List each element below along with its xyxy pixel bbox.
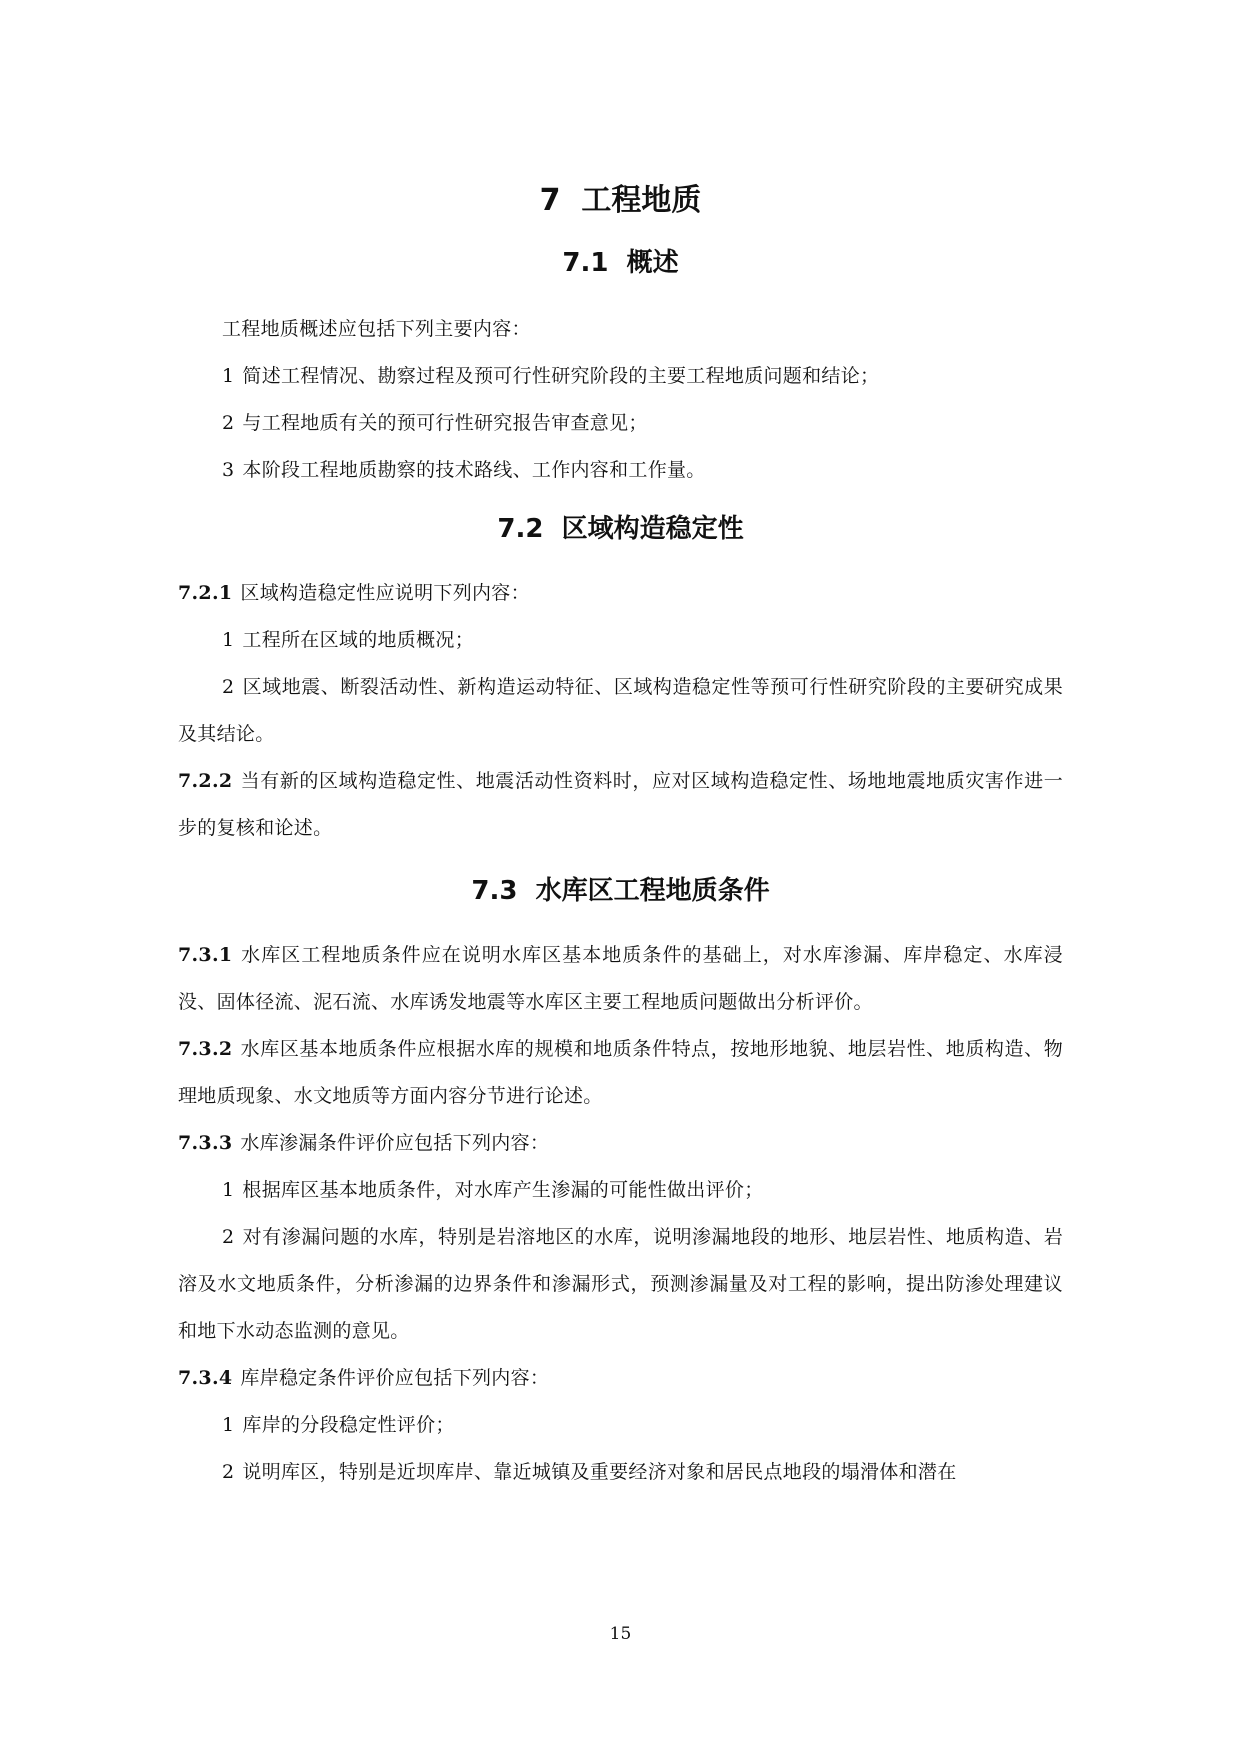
list-item (178, 1402, 1063, 1449)
list-item (178, 1449, 1063, 1496)
clause-number: 7.3.1 (178, 944, 233, 966)
section-title: 概述 (626, 248, 679, 278)
item-number: 3 (222, 459, 235, 481)
item-text: 库岸的分段稳定性评价； (242, 1414, 455, 1436)
section-number: 7.1 (562, 248, 609, 278)
chapter-heading (178, 170, 1063, 232)
item-text: 简述工程情况、勘察过程及预可行性研究阶段的主要工程地质问题和结论； (242, 365, 880, 387)
clause-paragraph (178, 1026, 1063, 1120)
section-intro: 工程地质概述应包括下列主要内容： (222, 318, 531, 340)
clause-number: 7.3.4 (178, 1367, 233, 1389)
clause-text: 当有新的区域构造稳定性、地震活动性资料时，应对区域构造稳定性、场地地震地质灾害作进一步的复核和论述。 (178, 770, 1063, 839)
clause-paragraph (178, 570, 1063, 617)
list-item (178, 617, 1063, 664)
section-number: 7.3 (471, 876, 518, 906)
list-item (178, 353, 1063, 400)
list-item (178, 447, 1063, 494)
clause-paragraph (178, 1120, 1063, 1167)
clause-paragraph (178, 932, 1063, 1026)
item-text: 对有渗漏问题的水库，特别是岩溶地区的水库，说明渗漏地段的地形、地层岩性、地质构造、岩溶及水文地质条件，分析渗漏的边界条件和渗漏形式，预测渗漏量及对工程的影响，提出防渗处理建议和地下水动态监测的意见。 (178, 1226, 1063, 1342)
clause-number: 7.2.1 (178, 582, 233, 604)
item-number: 1 (222, 629, 235, 651)
section-number: 7.2 (497, 514, 544, 544)
chapter-number: 7 (539, 183, 561, 218)
item-number: 1 (222, 1414, 235, 1436)
item-number: 2 (222, 676, 235, 698)
clause-paragraph (178, 758, 1063, 852)
item-number: 1 (222, 1179, 235, 1201)
list-item (178, 400, 1063, 447)
item-text: 与工程地质有关的预可行性研究报告审查意见； (242, 412, 648, 434)
item-text: 说明库区，特别是近坝库岸、靠近城镇及重要经济对象和居民点地段的塌滑体和潜在 (242, 1461, 957, 1483)
item-number: 1 (222, 365, 235, 387)
page-number: 15 (609, 1624, 632, 1644)
list-item (178, 664, 1063, 758)
clause-paragraph (178, 1355, 1063, 1402)
list-item (178, 1167, 1063, 1214)
item-text: 区域地震、断裂活动性、新构造运动特征、区域构造稳定性等预可行性研究阶段的主要研究成果及其结论。 (178, 676, 1063, 745)
section-heading-7-3 (178, 862, 1063, 920)
clause-text: 库岸稳定条件评价应包括下列内容： (240, 1367, 550, 1389)
section-heading-7-1 (178, 234, 1063, 292)
clause-text: 区域构造稳定性应说明下列内容： (240, 582, 530, 604)
clause-number: 7.3.2 (178, 1038, 233, 1060)
item-text: 本阶段工程地质勘察的技术路线、工作内容和工作量。 (242, 459, 706, 481)
clause-number: 7.3.3 (178, 1132, 233, 1154)
section-title: 水库区工程地质条件 (535, 876, 770, 906)
clause-text: 水库渗漏条件评价应包括下列内容： (240, 1132, 550, 1154)
item-number: 2 (222, 412, 235, 434)
section-heading-7-2 (178, 500, 1063, 558)
clause-text: 水库区工程地质条件应在说明水库区基本地质条件的基础上，对水库渗漏、库岸稳定、水库浸没、固体径流、泥石流、水库诱发地震等水库区主要工程地质问题做出分析评价。 (178, 944, 1063, 1013)
item-text: 根据库区基本地质条件，对水库产生渗漏的可能性做出评价； (242, 1179, 764, 1201)
item-number: 2 (222, 1461, 235, 1483)
item-text: 工程所在区域的地质概况； (242, 629, 474, 651)
clause-number: 7.2.2 (178, 770, 233, 792)
clause-text: 水库区基本地质条件应根据水库的规模和地质条件特点，按地形地貌、地层岩性、地质构造、物理地质现象、水文地质等方面内容分节进行论述。 (178, 1038, 1063, 1107)
section-title: 区域构造稳定性 (561, 514, 744, 544)
chapter-title: 工程地质 (581, 183, 702, 218)
item-number: 2 (222, 1226, 235, 1248)
list-item (178, 1214, 1063, 1355)
document-page (178, 170, 1063, 1496)
